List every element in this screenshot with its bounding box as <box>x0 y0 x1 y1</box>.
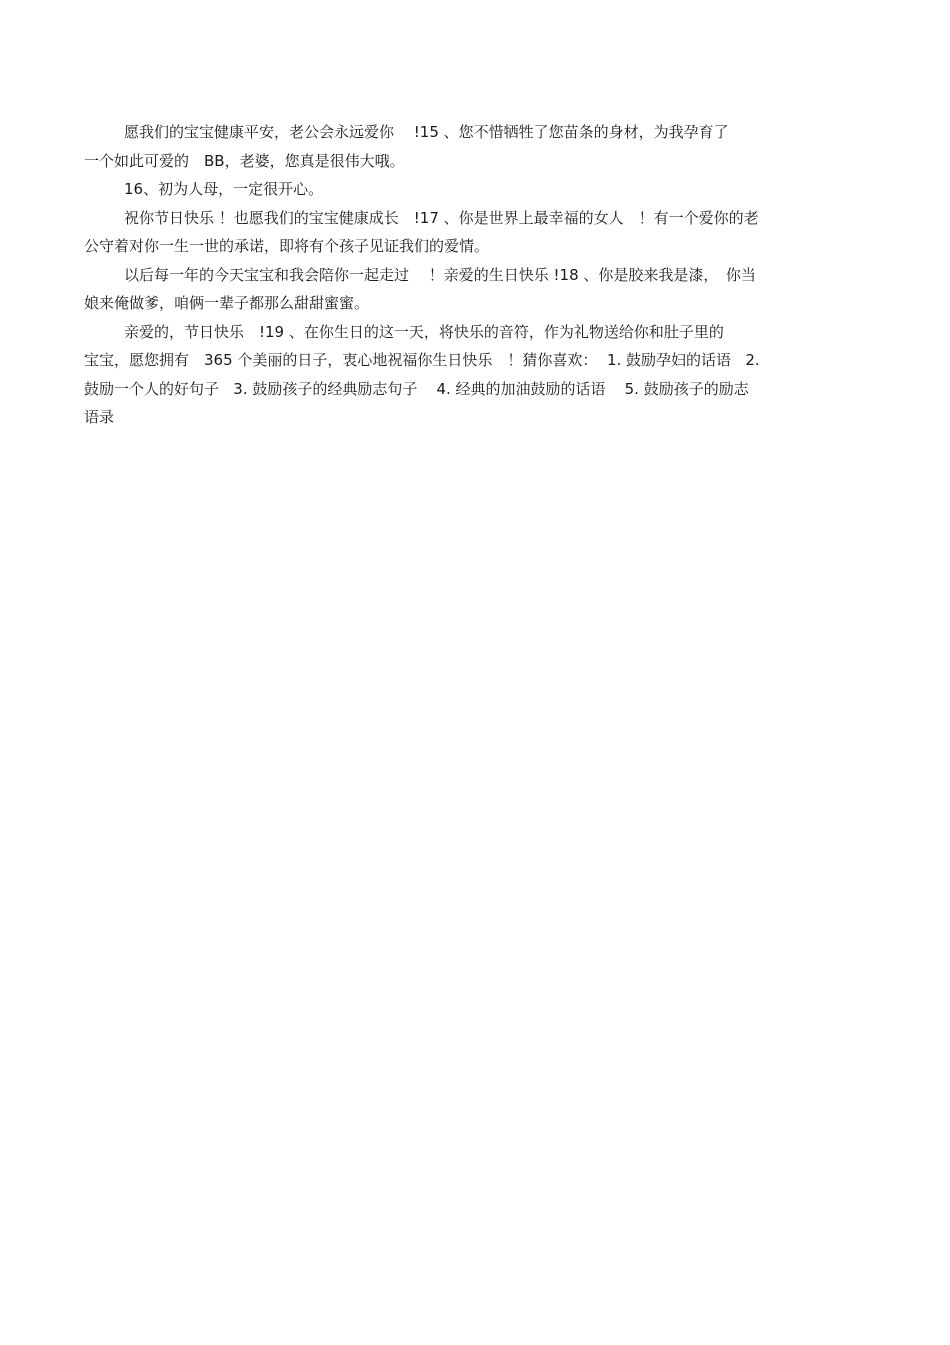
text-line: 鼓励一个人的好句子 3. 鼓励孩子的经典励志句子 4. 经典的加油鼓励的话语 5. 鼓励孩子的励志 <box>84 379 749 398</box>
text-line: 16、初为人母，一定很开心。 <box>124 180 324 198</box>
text-line: 语录 <box>84 408 115 426</box>
text-line: 愿我们的宝宝健康平安，老公会永远爱你 !15 、您不惜牺牲了您苗条的身材，为我孕育了 <box>124 123 729 141</box>
article-text <box>84 118 866 432</box>
text-line: 祝你节日快乐 ！也愿我们的宝宝健康成长 !17 、你是世界上最幸福的女人 ！有一个爱你的老 <box>124 208 759 227</box>
text-line: 娘来俺做爹，咱俩一辈子都那么甜甜蜜蜜。 <box>84 294 370 312</box>
text-line: 以后每一年的今天宝宝和我会陪你一起走过 ！亲爱的生日快乐 !18 、你是胶来我是漆， 你当 <box>124 265 756 284</box>
text-line: 亲爱的，节日快乐 !19 、在你生日的这一天，将快乐的音符，作为礼物送给你和肚子里的 <box>124 322 724 341</box>
text-line: 公守着对你一生一世的承诺，即将有个孩子见证我们的爱情。 <box>84 237 490 255</box>
text-line: 一个如此可爱的 BB，老婆，您真是很伟大哦。 <box>84 151 405 170</box>
text-line: 宝宝，愿您拥有 365 个美丽的日子，衷心地祝福你生日快乐 ！猜你喜欢： 1. 鼓励孕妇的话语 2. <box>84 351 760 369</box>
